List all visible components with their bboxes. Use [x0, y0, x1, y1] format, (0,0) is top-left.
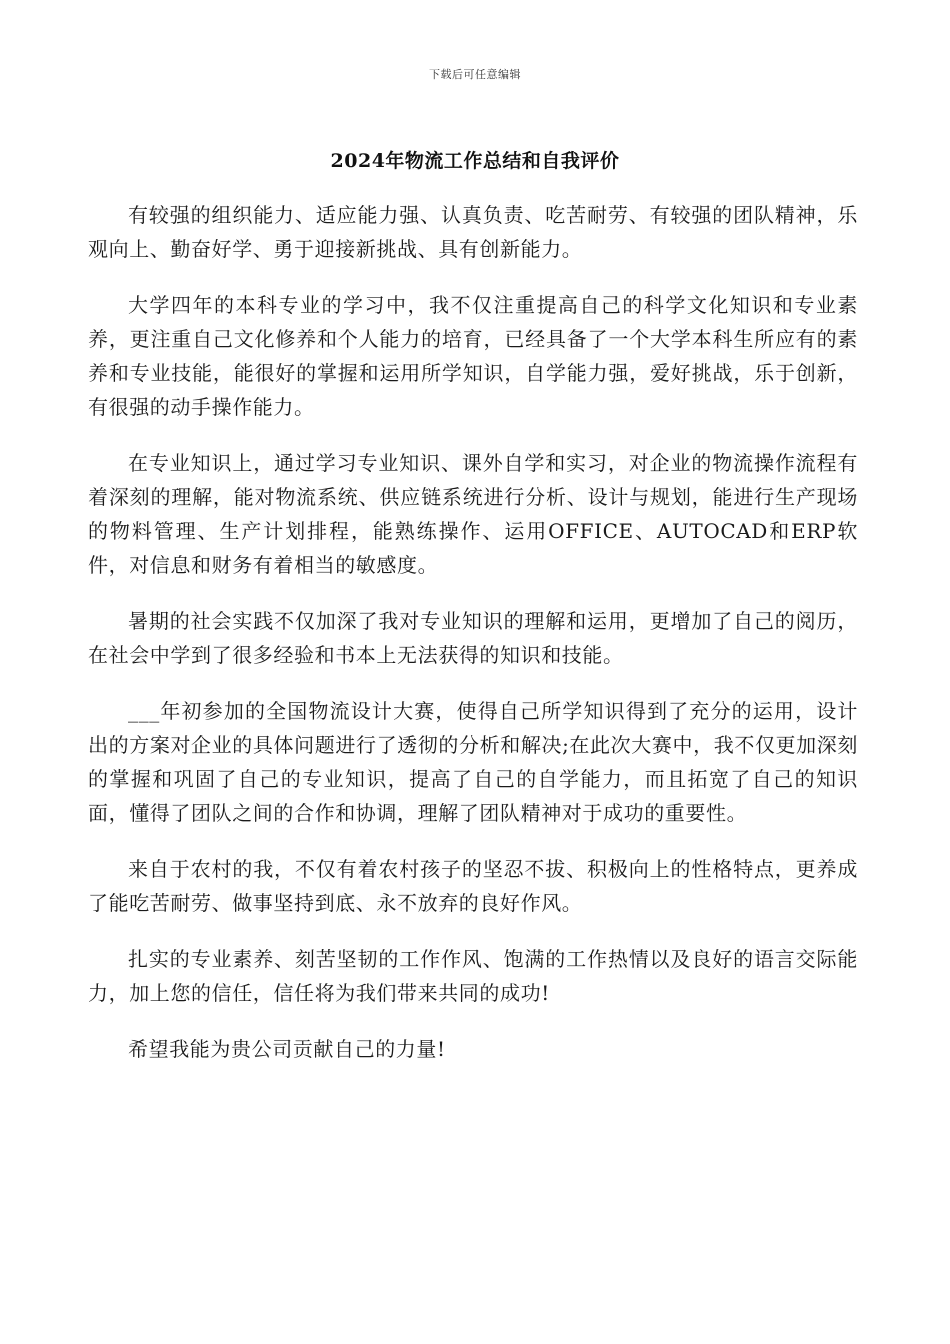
- paragraph-5: ___年初参加的全国物流设计大赛，使得自己所学知识得到了充分的运用，设计出的方案对企业的具体问题进行了透彻的分析和解决;在此次大赛中，我不仅更加深刻的掌握和巩固了自己的专业知识，提高了自己的自学能力，而且拓宽了自己的知识面，懂得了团队之间的合作和协调，理解了团队精神对于成功的重要性。: [88, 699, 858, 825]
- paragraph-3: 在专业知识上，通过学习专业知识、课外自学和实习，对企业的物流操作流程有着深刻的理解，能对物流系统、供应链系统进行分析、设计与规划，能进行生产现场的物料管理、生产计划排程，能熟练操作、运用OFFICE、AUTOCAD和ERP软件，对信息和财务有着相当的敏感度。: [88, 451, 858, 577]
- document-body: [88, 198, 858, 1088]
- paragraph-6: 来自于农村的我，不仅有着农村孩子的坚忍不拔、积极向上的性格特点，更养成了能吃苦耐劳、做事坚持到底、永不放弃的良好作风。: [88, 857, 858, 915]
- paragraph-1: 有较强的组织能力、适应能力强、认真负责、吃苦耐劳、有较强的团队精神，乐观向上、勤奋好学、勇于迎接新挑战、具有创新能力。: [88, 203, 858, 261]
- paragraph-8: 希望我能为贵公司贡献自己的力量!: [128, 1037, 446, 1061]
- header-note: 下载后可任意编辑: [429, 68, 521, 81]
- document-title: 2024年物流工作总结和自我评价: [330, 150, 620, 172]
- paragraph-7: 扎实的专业素养、刻苦坚韧的工作作风、饱满的工作热情以及良好的语言交际能力，加上您的信任，信任将为我们带来共同的成功!: [88, 947, 858, 1005]
- paragraph-4: 暑期的社会实践不仅加深了我对专业知识的理解和运用，更增加了自己的阅历，在社会中学到了很多经验和书本上无法获得的知识和技能。: [88, 609, 858, 667]
- paragraph-2: 大学四年的本科专业的学习中，我不仅注重提高自己的科学文化知识和专业素养，更注重自己文化修养和个人能力的培育，已经具备了一个大学本科生所应有的素养和专业技能，能很好的掌握和运用所学知识，自学能力强，爱好挑战，乐于创新，有很强的动手操作能力。: [88, 293, 858, 419]
